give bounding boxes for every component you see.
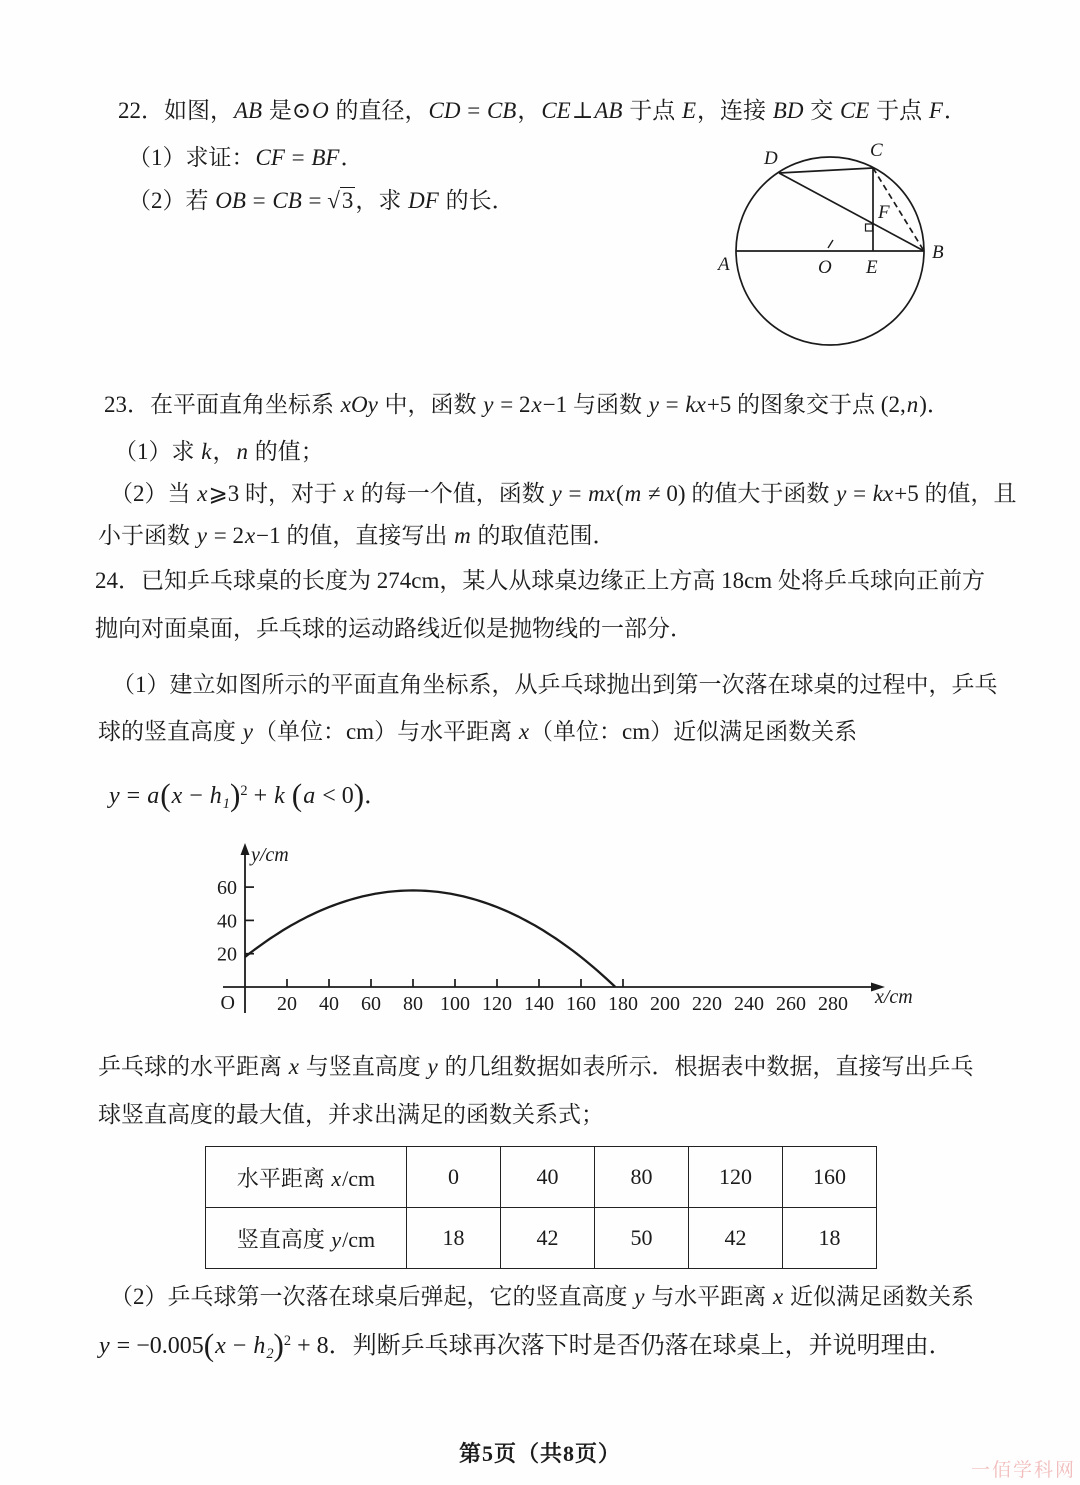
x-tick-group xyxy=(277,979,848,1015)
label-D: D xyxy=(764,148,778,169)
svg-text:100: 100 xyxy=(440,993,470,1015)
table-row-y xyxy=(206,1208,877,1269)
y-value: 42 xyxy=(501,1208,595,1269)
y-axis-label: y/cm xyxy=(251,844,289,866)
label-C: C xyxy=(870,140,883,161)
problem-24-table-intro-line2: 球竖直高度的最大值，并求出满足的函数关系式； xyxy=(98,1102,604,1127)
origin-label: O xyxy=(220,992,235,1014)
chord-DB xyxy=(779,173,924,251)
svg-text:280: 280 xyxy=(818,993,848,1015)
x-axis-label: x/cm xyxy=(875,986,913,1008)
problem-24-table-intro-line1: 乒乓球的水平距离 x 与竖直高度 y 的几组数据如表所示．根据表中数据，直接写出乒乓 xyxy=(98,1054,974,1079)
parabola-curve xyxy=(245,890,615,987)
svg-text:80: 80 xyxy=(403,993,423,1015)
page-number: 第5页（共8页） xyxy=(458,1441,621,1466)
problem-24-part2-line1: （2）乒乓球第一次落在球桌后弹起，它的竖直高度 y 与水平距离 x 近似满足函数关系 xyxy=(110,1284,974,1309)
problem-23-part2-line1: （2）当 x⩾3 时，对于 x 的每一个值，函数 y = mx(m ≠ 0) 的值大于函数 y = kx+5 的值，且 xyxy=(110,481,1017,506)
row-label-x: 水平距离 x/cm xyxy=(206,1147,407,1208)
right-angle-mark xyxy=(866,224,873,231)
svg-text:200: 200 xyxy=(650,993,680,1015)
chord-DC xyxy=(779,168,873,173)
problem-24-intro-line1: 24．已知乒乓球桌的长度为 274cm，某人从球桌边缘正上方高 18cm 处将乒乓球向正前方 xyxy=(95,568,985,593)
watermark: 一佰学科网 xyxy=(970,1460,1076,1481)
label-B: B xyxy=(932,242,944,263)
y-value: 50 xyxy=(595,1208,689,1269)
svg-text:20: 20 xyxy=(277,993,297,1015)
svg-text:160: 160 xyxy=(566,993,596,1015)
center-tick xyxy=(828,240,833,248)
row-label-y: 竖直高度 y/cm xyxy=(206,1208,407,1269)
data-table xyxy=(205,1146,877,1269)
label-O: O xyxy=(818,257,832,278)
svg-text:60: 60 xyxy=(361,993,381,1015)
svg-text:60: 60 xyxy=(217,877,237,900)
x-value: 160 xyxy=(783,1147,877,1208)
problem-22-part2: （2）若 OB = CB = √3，求 DF 的长． xyxy=(128,188,515,213)
svg-text:180: 180 xyxy=(608,993,638,1015)
trajectory-graph xyxy=(183,843,913,1035)
x-value: 80 xyxy=(595,1147,689,1208)
circle-diagram xyxy=(712,140,957,358)
problem-24-part1-line2: 球的竖直高度 y（单位：cm）与水平距离 x（单位：cm）近似满足函数关系 xyxy=(98,719,858,744)
svg-text:240: 240 xyxy=(734,993,764,1015)
svg-text:220: 220 xyxy=(692,993,722,1015)
svg-text:40: 40 xyxy=(319,993,339,1015)
y-value: 18 xyxy=(407,1208,501,1269)
problem-23-part1: （1）求 k，n 的值； xyxy=(114,439,324,464)
table-row-x xyxy=(206,1147,877,1208)
problem-23-part2-line2: 小于函数 y = 2x−1 的值，直接写出 m 的取值范围． xyxy=(98,523,616,548)
problem-22-part1: （1）求证：CF = BF． xyxy=(128,145,364,170)
problem-24-formula-1: $y = a(x - h_1)^2 + k$ (a < 0)． xyxy=(109,777,389,813)
svg-text:120: 120 xyxy=(482,993,512,1015)
x-value: 120 xyxy=(689,1147,783,1208)
label-F: F xyxy=(878,202,890,223)
y-tick-group xyxy=(217,877,254,966)
svg-text:140: 140 xyxy=(524,993,554,1015)
label-E: E xyxy=(866,257,878,278)
problem-24-part1-line1: （1）建立如图所示的平面直角坐标系，从乒乓球抛出到第一次落在球桌的过程中，乒乓 xyxy=(112,672,998,697)
problem-22-statement: 22．如图，AB 是⊙O 的直径，CD = CB，CE⊥AB 于点 E，连接 BD 交 CE 于点 F． xyxy=(118,98,967,123)
y-axis-arrow xyxy=(241,843,250,855)
problem-24-formula-2: $y = -0.005(x - h_2)^2 + 8$．判断乒乓球再次落下时是否仍落在球桌上，并说明理由． xyxy=(99,1327,953,1363)
y-value: 18 xyxy=(783,1208,877,1269)
svg-text:20: 20 xyxy=(217,943,237,966)
svg-text:40: 40 xyxy=(217,910,237,933)
label-A: A xyxy=(718,254,730,275)
svg-text:260: 260 xyxy=(776,993,806,1015)
y-value: 42 xyxy=(689,1208,783,1269)
x-value: 40 xyxy=(501,1147,595,1208)
x-value: 0 xyxy=(407,1147,501,1208)
problem-24-intro-line2: 抛向对面桌面，乒乓球的运动路线近似是抛物线的一部分． xyxy=(95,616,693,641)
problem-23-statement: 23．在平面直角坐标系 xOy 中，函数 y = 2x−1 与函数 y = kx+5 的图象交于点 (2,n)． xyxy=(104,392,950,417)
